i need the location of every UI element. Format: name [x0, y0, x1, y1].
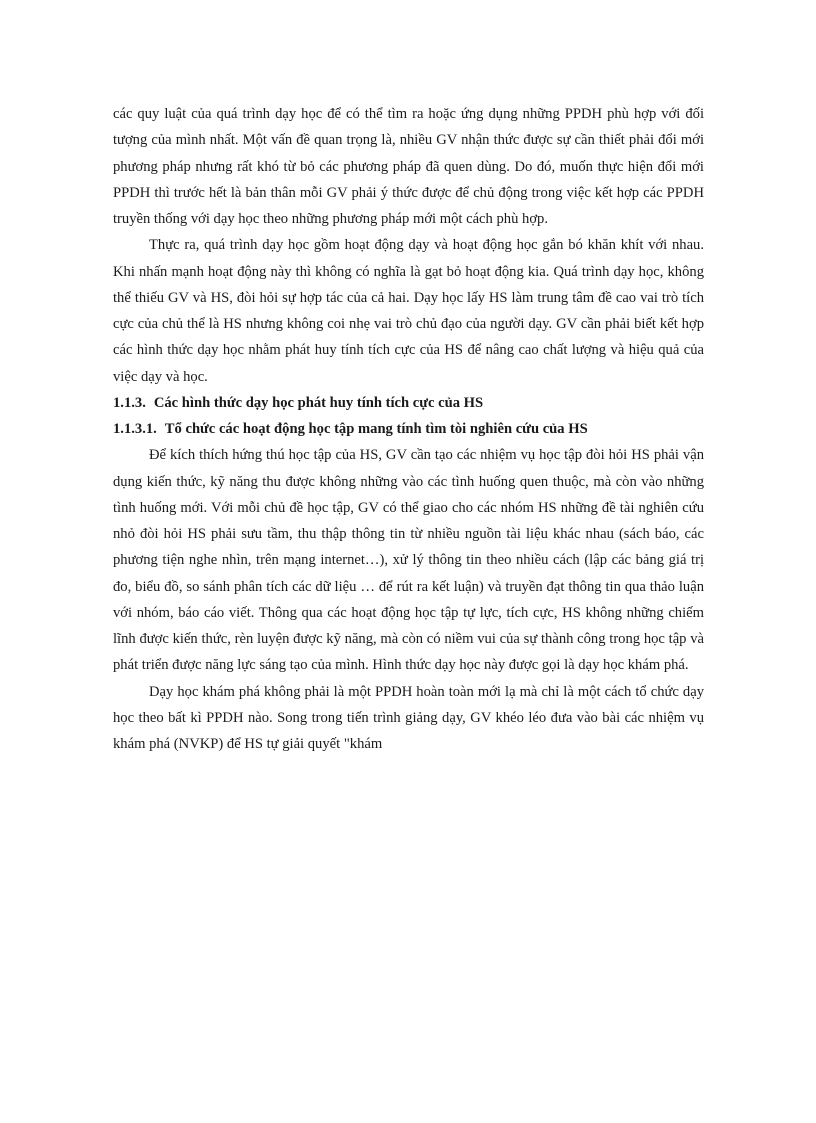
paragraph-discovery-tasks: Để kích thích hứng thú học tập của HS, GV cần tạo các nhiệm vụ học tập đòi hỏi HS phải vận dụng kiến thức, kỹ năng thu được không những vào các tình huống quen thuộc, mà còn vào những tình huống mới. Với mỗi chủ đề học tập, GV có thể giao cho các nhóm HS những đề tài nghiên cứu nhỏ đòi hỏi HS phải sưu tầm, thu thập thông tin từ nhiều nguồn tài liệu khác nhau (sách báo, các phương tiện nghe nhìn, trên mạng internet…), xử lý thông tin theo nhiều cách (lập các bảng giá trị đo, biểu đồ, so sánh phân tích các dữ liệu … để rút ra kết luận) và truyền đạt thông tin qua thảo luận với nhóm, báo cáo viết. Thông qua các hoạt động học tập tự lực, tích cực, HS không những chiếm lĩnh được kiến thức, rèn luyện được kỹ năng, mà còn có niềm vui của sự thành công trong học tập và phát triển được năng lực sáng tạo của mình. Hình thức dạy học này được gọi là dạy học khám phá. — [113, 447, 704, 674]
paragraph-teaching-process: Thực ra, quá trình dạy học gồm hoạt động dạy và hoạt động học gắn bó khăn khít với nhau. Khi nhấn mạnh hoạt động này thì không có nghĩa là gạt bỏ hoạt động kia. Quá trình dạy học, không thể thiếu GV và HS, đòi hỏi sự hợp tác của cả hai. Dạy học lấy HS làm trung tâm đề cao vai trò tích cực của chủ thể là HS nhưng không coi nhẹ vai trò chủ đạo của người dạy. GV cần phải biết kết hợp các hình thức dạy học nhằm phát huy tính tích cực của HS để nâng cao chất lượng và hiệu quả của việc dạy và học. — [113, 237, 704, 385]
subsection-title: Tổ chức các hoạt động học tập mang tính tìm tòi nghiên cứu của HS — [164, 421, 588, 437]
subsection-number: 1.1.3.1. — [113, 421, 157, 437]
paragraph-discovery-learning: Dạy học khám phá không phải là một PPDH hoàn toàn mới lạ mà chỉ là một cách tổ chức dạy học theo bất kì PPDH nào. Song trong tiến trình giảng dạy, GV khéo léo đưa vào bài các nhiệm vụ khám phá (NVKP) để HS tự giải quyết "khám — [113, 683, 704, 752]
section-title: Các hình thức dạy học phát huy tính tích cực của HS — [153, 394, 484, 411]
paragraph-continuation: các quy luật của quá trình dạy học để có thể tìm ra hoặc ứng dụng những PPDH phù hợp với đối tượng của mình nhất. Một vấn đề quan trọng là, nhiều GV nhận thức được sự cần thiết phải đổi mới phương pháp nhưng rất khó từ bỏ các phương pháp đã quen dùng. Do đó, muốn thực hiện đổi mới PPDH thì trước hết là bản thân mỗi GV phải ý thức được để chủ động trong việc kết hợp các PPDH truyền thống với dạy học theo những phương pháp mới một cách phù hợp. — [113, 106, 704, 227]
section-number: 1.1.3. — [113, 394, 146, 411]
section-heading-1-1-3 — [113, 390, 704, 416]
subsection-heading-1-1-3-1 — [113, 416, 704, 442]
document-body — [113, 101, 704, 757]
